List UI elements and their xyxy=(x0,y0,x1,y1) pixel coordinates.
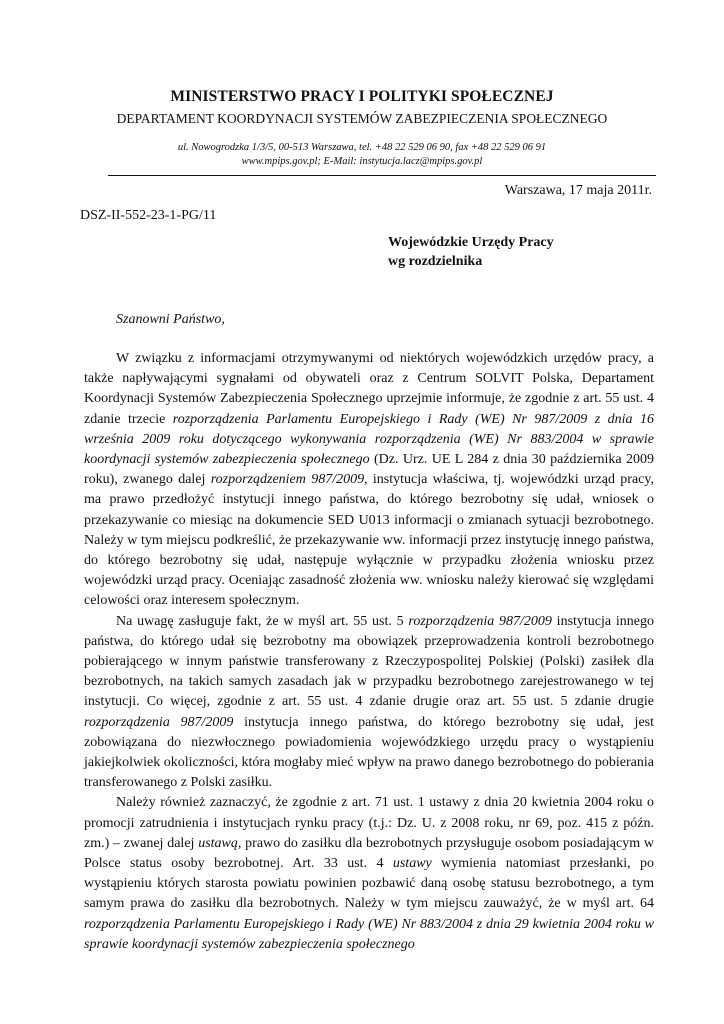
address-line: ul. Nowogrodzka 1/3/5, 00-513 Warszawa, tel. +48 22 529 06 90, fax +48 22 529 06 91 xyxy=(177,142,547,153)
text-run: W związku z informacjami otrzymywanymi od niektórych wojewódzkich urzędów pracy, a także napływającymi sygnałami od obywateli oraz z Centrum SOLVIT Polska, Departament Koordynacji Systemów Zabezpieczenia Społecznego uprzejmie informuje, że zgodnie z art. 55 ust. 4 zdanie trzecie xyxy=(84,351,654,427)
regulation-short-name: rozporządzenia 987/2009 xyxy=(84,714,234,730)
recipient-distribution: wg rozdzielnika xyxy=(388,254,483,269)
paragraph-1 xyxy=(84,349,654,612)
regulation-citation: rozporządzenia Parlamentu Europejskiego i Rady (WE) Nr 883/2004 z dnia 29 kwietnia 2004 roku w sprawie koordynacji systemów zabezpieczenia społecznego xyxy=(84,916,654,952)
act-short-name: ustawy xyxy=(392,856,432,872)
text-run: instytucja innego państwa, do którego bezrobotny się udał, jest zobowiązana do niezwłocznego powiadomienia wojewódzkiego urzędu pracy o wystąpieniu jakiejkolwiek okoliczności, która mogłaby mieć wpływ na prawo danego bezrobotnego do pobierania transferowanego z Polski zasiłku. xyxy=(84,714,654,791)
text-run: , prawo do zasiłku dla bezrobotnych przysługuje osobom posiadającym w Polsce status osoby bezrobotnej. Art. 33 ust. 4 xyxy=(84,835,654,872)
department-name: DEPARTAMENT KOORDYNACJI SYSTEMÓW ZABEZPIECZENIA SPOŁECZNEGO xyxy=(116,111,608,126)
text-run: instytucja innego państwa, do którego udał się bezrobotny ma obowiązek przeprowadzenia kontroli bezrobotnego pobierającego w innym państwie transferowany z Rzeczypospolitej Polskiej (Polski) zasiłek dla bezrobotnych, na takich samych zasadach jak w przypadku bezrobotnego zarejestrowanego w tej instytucji. Co więcej, zgodnie z art. 55 ust. 4 zdanie drugie oraz art. 55 ust. 5 zdanie drugie xyxy=(84,613,654,710)
act-short-name: ustawą xyxy=(198,835,238,851)
recipient-name: Wojewódzkie Urzędy Pracy xyxy=(388,235,554,250)
text-run: Należy również zaznaczyć, że zgodnie z art. 71 ust. 1 ustawy z dnia 20 kwietnia 2004 roku o promocji zatrudnienia i instytucjach rynku pracy (t.j.: Dz. U. z 2008 roku, nr 69, poz. 415 z późn. zm.) – zwanej dalej xyxy=(84,795,654,851)
letter-date: Warszawa, 17 maja 2011r. xyxy=(504,183,652,198)
greeting: Szanowni Państwo, xyxy=(116,312,225,327)
paragraph-2 xyxy=(84,612,654,794)
header-divider xyxy=(108,175,656,176)
paragraph-3 xyxy=(84,793,654,955)
regulation-citation: rozporządzenia Parlamentu Europejskiego i Rady (WE) Nr 987/2009 z dnia 16 września 2009 roku dotyczącego wykonywania rozporządzenia (WE) Nr 883/2004 w sprawie koordynacji systemów zabezpieczenia społecznego xyxy=(84,411,654,468)
text-run: Na uwagę zasługuje fakt, że w myśl art. 55 ust. 5 xyxy=(116,613,409,629)
text-run: , instytucja właściwa, tj. wojewódzki urząd pracy, ma prawo przedłożyć instytucji innego państwa, do którego bezrobotny się udał, wniosek o przekazywanie co miesiąc na dokumencie SED U013 informacji o zmianach sytuacji bezrobotnego. Należy w tym miejscu podkreślić, że przekazywanie ww. informacji przez instytucję innego państwa, do którego bezrobotny się udał, następuje wyłącznie w przypadku złożenia wniosku przez wojewódzki urząd pracy. Oceniając zasadność złożenia ww. wniosku należy kierować się względami celowości oraz interesem społecznym. xyxy=(84,472,654,609)
ministry-title: MINISTERSTWO PRACY I POLITYKI SPOŁECZNEJ xyxy=(170,88,554,105)
regulation-short-name: rozporządzenia 987/2009 xyxy=(408,613,552,629)
text-run: wymienia natomiast przesłanki, po wystąpieniu których starosta powiatu powinien pozbawić daną osobę statusu bezrobotnego, a tym samym prawa do zasiłku dla bezrobotnych. Należy w tym miejscu zauważyć, że w myśl art. 64 xyxy=(84,856,654,912)
regulation-short-name: rozporządzeniem 987/2009 xyxy=(210,472,365,488)
text-run: (Dz. Urz. UE L 284 z dnia 30 października 2009 roku), zwanego dalej xyxy=(84,452,654,488)
letter-body xyxy=(84,349,654,955)
contact-line: www.mpips.gov.pl; E-Mail: instytucja.lacz@mpips.gov.pl xyxy=(241,156,483,167)
reference-number: DSZ-II-552-23-1-PG/11 xyxy=(80,208,217,223)
